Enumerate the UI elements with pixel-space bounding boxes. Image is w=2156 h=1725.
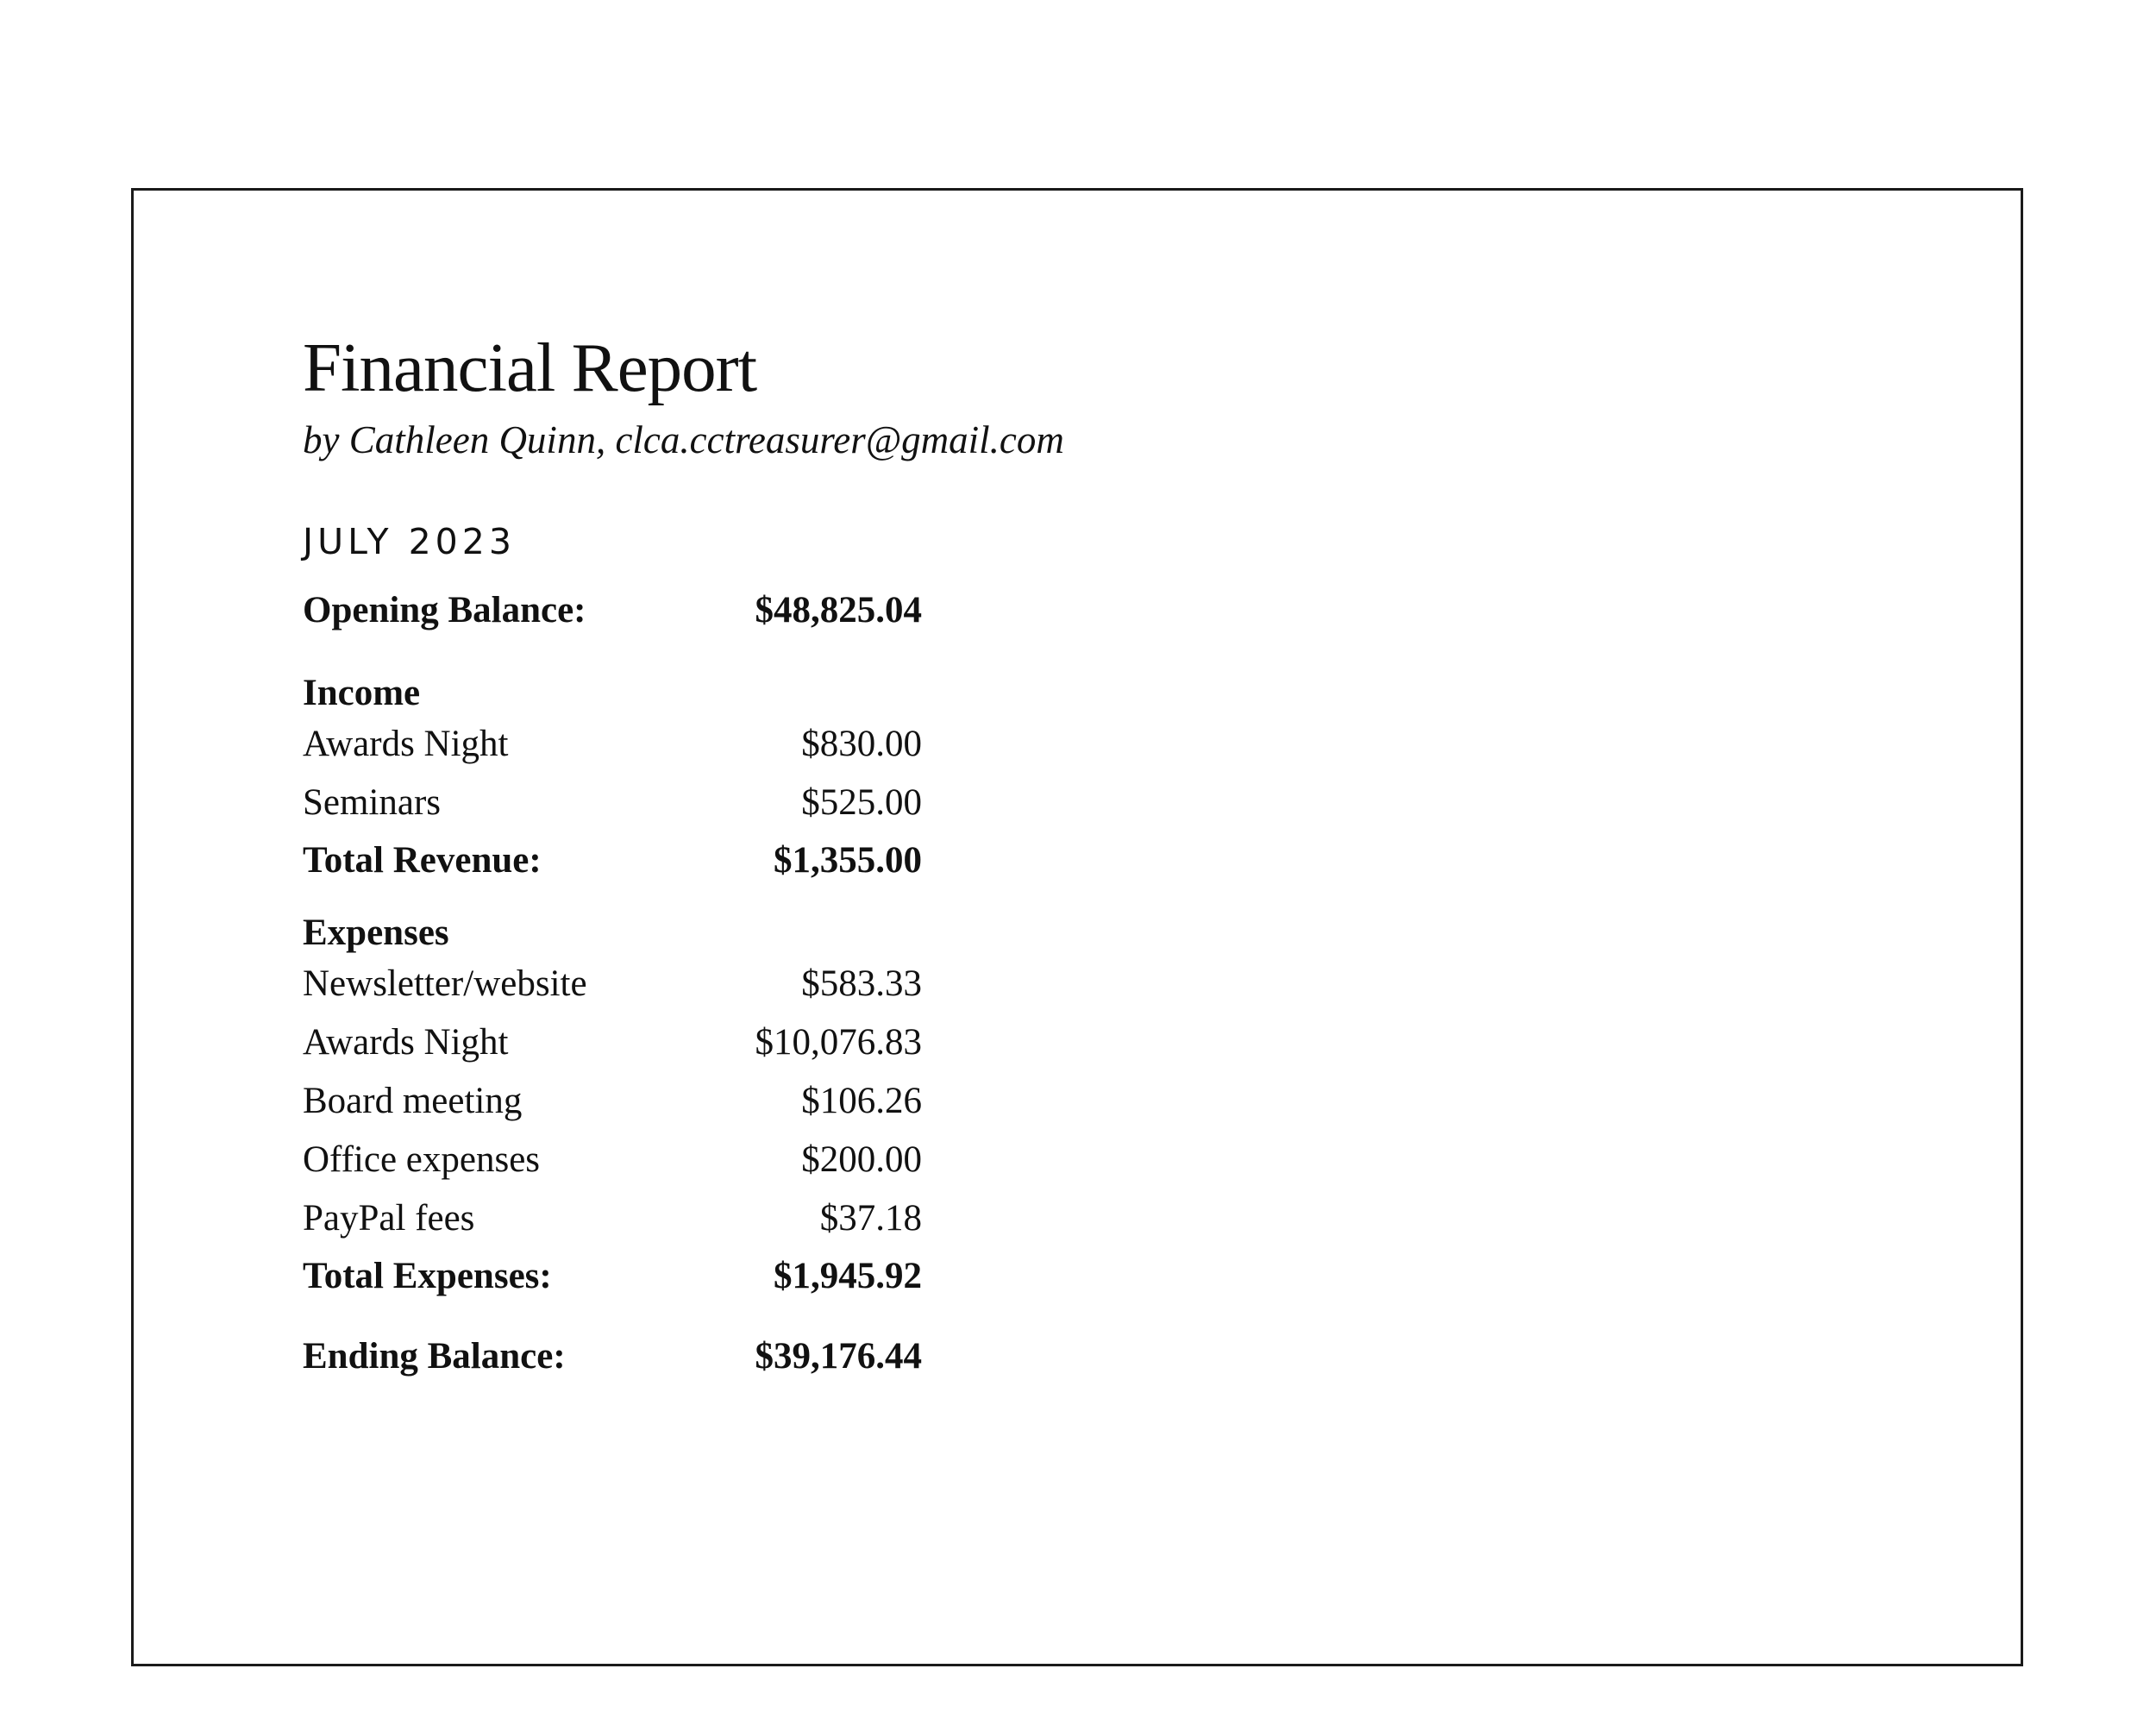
- total-revenue-label: Total Revenue:: [303, 840, 542, 881]
- ending-balance-label: Ending Balance:: [303, 1336, 566, 1377]
- expense-item-amount: $106.26: [801, 1081, 922, 1121]
- opening-balance-amount: $48,825.04: [755, 590, 922, 630]
- expense-item-amount: $583.33: [801, 963, 922, 1004]
- expense-item-label: Board meeting: [303, 1081, 523, 1121]
- ending-balance-amount: $39,176.44: [755, 1336, 922, 1377]
- expense-item-amount: $37.18: [819, 1198, 922, 1239]
- total-expenses-label: Total Expenses:: [303, 1256, 552, 1296]
- expense-item-amount: $10,076.83: [755, 1022, 922, 1063]
- income-row: [303, 779, 922, 827]
- total-revenue-row: [303, 837, 922, 885]
- income-item-label: Seminars: [303, 782, 442, 823]
- expense-row: [303, 1077, 922, 1126]
- income-item-amount: $830.00: [801, 724, 922, 764]
- author-byline: by Cathleen Quinn, clca.cctreasurer@gmail.com: [303, 418, 1064, 461]
- total-revenue-amount: $1,355.00: [774, 840, 922, 881]
- income-item-label: Awards Night: [303, 724, 509, 764]
- opening-balance-label: Opening Balance:: [303, 590, 586, 630]
- expense-item-label: Newsletter/website: [303, 963, 587, 1004]
- expense-item-label: Office expenses: [303, 1139, 541, 1180]
- total-expenses-row: [303, 1252, 922, 1301]
- report-period: JULY 2023: [303, 521, 516, 562]
- expense-item-label: PayPal fees: [303, 1198, 475, 1239]
- expense-item-label: Awards Night: [303, 1022, 509, 1063]
- expense-row: [303, 1136, 922, 1184]
- expense-item-amount: $200.00: [801, 1139, 922, 1180]
- income-row: [303, 720, 922, 768]
- expense-row: [303, 960, 922, 1008]
- expense-row: [303, 1019, 922, 1067]
- total-expenses-amount: $1,945.92: [774, 1256, 922, 1296]
- expenses-heading: Expenses: [303, 913, 449, 953]
- page-title: Financial Report: [303, 329, 757, 406]
- opening-balance-row: [303, 586, 922, 635]
- expense-row: [303, 1195, 922, 1243]
- ending-balance-row: [303, 1333, 922, 1381]
- income-item-amount: $525.00: [801, 782, 922, 823]
- income-heading: Income: [303, 673, 421, 713]
